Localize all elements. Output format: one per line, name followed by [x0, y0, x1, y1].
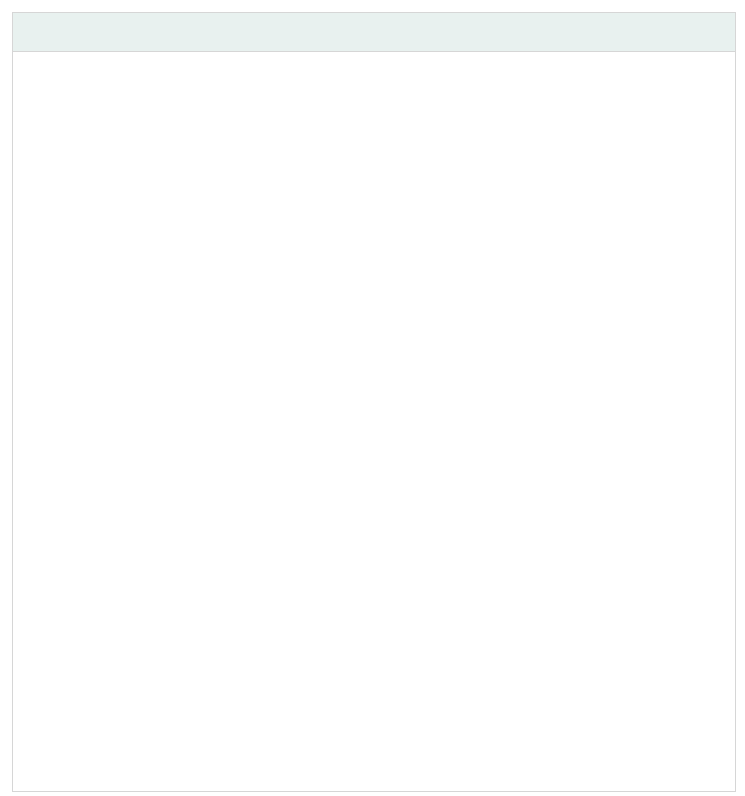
page-title [13, 13, 735, 52]
forecast-table [12, 12, 736, 792]
